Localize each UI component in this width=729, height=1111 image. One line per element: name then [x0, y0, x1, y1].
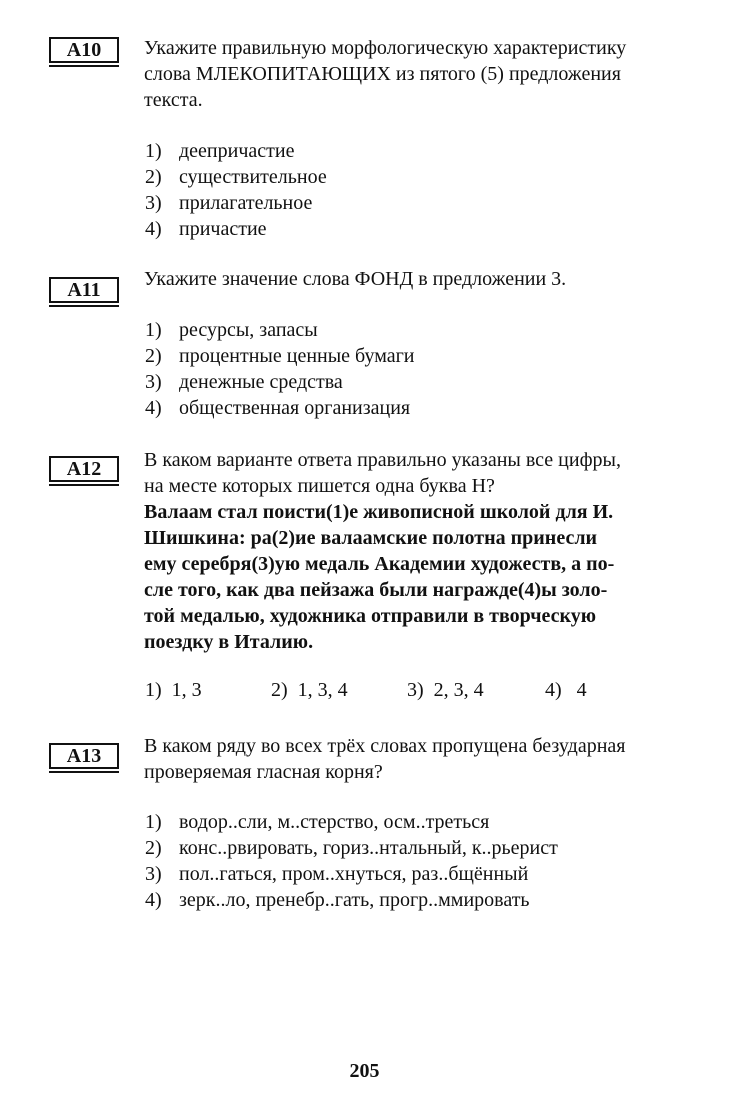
excerpt-line: ему серебря(3)ую медаль Академии художеств, а по-: [144, 553, 615, 575]
question-line: В каком ряду во всех трёх словах пропущена безударная: [144, 735, 626, 757]
option-number: 1): [145, 679, 162, 701]
excerpt-line: Валаам стал поисти(1)е живописной школой для И.: [144, 501, 614, 523]
option-number: 2): [145, 837, 162, 859]
option-text: денежные средства: [179, 371, 343, 393]
option-number: 1): [145, 811, 162, 833]
option-number: 2): [145, 166, 162, 188]
option-text: 4: [576, 679, 587, 701]
excerpt-line: сле того, как два пейзажа были награжде(4)ы золо-: [144, 579, 608, 601]
question-text: [144, 447, 692, 655]
question-line: проверяемая гласная корня?: [144, 761, 383, 783]
answer-option: [145, 317, 415, 343]
task-label: A13: [49, 743, 119, 769]
question-line: слова МЛЕКОПИТАЮЩИХ из пятого (5) предложения: [144, 63, 621, 85]
answer-option: [145, 395, 415, 421]
answer-option: [407, 679, 484, 702]
option-number: 1): [145, 140, 162, 162]
excerpt-line: Шишкина: ра(2)ие валаамские полотна принесли: [144, 527, 598, 549]
question-text: [144, 266, 692, 292]
option-text: общественная организация: [179, 397, 411, 419]
question-line: на месте которых пишется одна буква Н?: [144, 475, 495, 497]
page-number: 205: [349, 1060, 380, 1082]
option-number: 2): [271, 679, 288, 701]
option-text: прилагательное: [179, 192, 313, 214]
option-number: 2): [145, 345, 162, 367]
option-text: процентные ценные бумаги: [179, 345, 415, 367]
task-label: A11: [49, 277, 119, 303]
option-number: 3): [407, 679, 424, 701]
question-text: [144, 733, 692, 785]
option-number: 3): [145, 863, 162, 885]
answer-option: [145, 835, 558, 861]
option-text: причастие: [179, 218, 267, 240]
answer-options: [145, 138, 327, 242]
answer-option: [145, 861, 558, 887]
option-number: 1): [145, 319, 162, 341]
answer-option: [545, 679, 587, 702]
answer-options: [145, 809, 558, 913]
option-number: 4): [145, 397, 162, 419]
option-text: существительное: [179, 166, 327, 188]
answer-option: [271, 679, 348, 702]
option-text: 2, 3, 4: [433, 679, 484, 701]
answer-option: [145, 216, 327, 242]
answer-options: [145, 317, 415, 421]
question-line: В каком варианте ответа правильно указаны все цифры,: [144, 449, 621, 471]
option-number: 4): [145, 218, 162, 240]
question-line: Укажите значение слова ФОНД в предложении 3.: [144, 268, 567, 290]
question-line: текста.: [144, 89, 203, 111]
answer-option: [145, 887, 558, 913]
option-text: деепричастие: [179, 140, 295, 162]
answer-option: [145, 190, 327, 216]
option-text: зерк..ло, пренебр..гать, прогр..ммировать: [179, 889, 530, 911]
answer-option: [145, 679, 202, 702]
task-label: A12: [49, 456, 119, 482]
excerpt-line: той медалью, художника отправили в творческую: [144, 605, 597, 627]
question-line: Укажите правильную морфологическую характеристику: [144, 37, 627, 59]
answer-option: [145, 343, 415, 369]
answer-option: [145, 369, 415, 395]
option-text: водор..сли, м..стерство, осм..треться: [179, 811, 490, 833]
option-text: ресурсы, запасы: [179, 319, 318, 341]
answer-option: [145, 138, 327, 164]
answer-option: [145, 809, 558, 835]
answer-option: [145, 164, 327, 190]
option-text: пол..гаться, пром..хнуться, раз..бщённый: [179, 863, 529, 885]
excerpt-line: поездку в Италию.: [144, 631, 314, 653]
option-number: 4): [145, 889, 162, 911]
question-text: [144, 35, 692, 113]
option-number: 3): [145, 371, 162, 393]
option-number: 4): [545, 679, 562, 701]
option-number: 3): [145, 192, 162, 214]
task-label: A10: [49, 37, 119, 63]
option-text: 1, 3: [171, 679, 202, 701]
option-text: конс..рвировать, гориз..нтальный, к..рьерист: [179, 837, 558, 859]
option-text: 1, 3, 4: [297, 679, 348, 701]
